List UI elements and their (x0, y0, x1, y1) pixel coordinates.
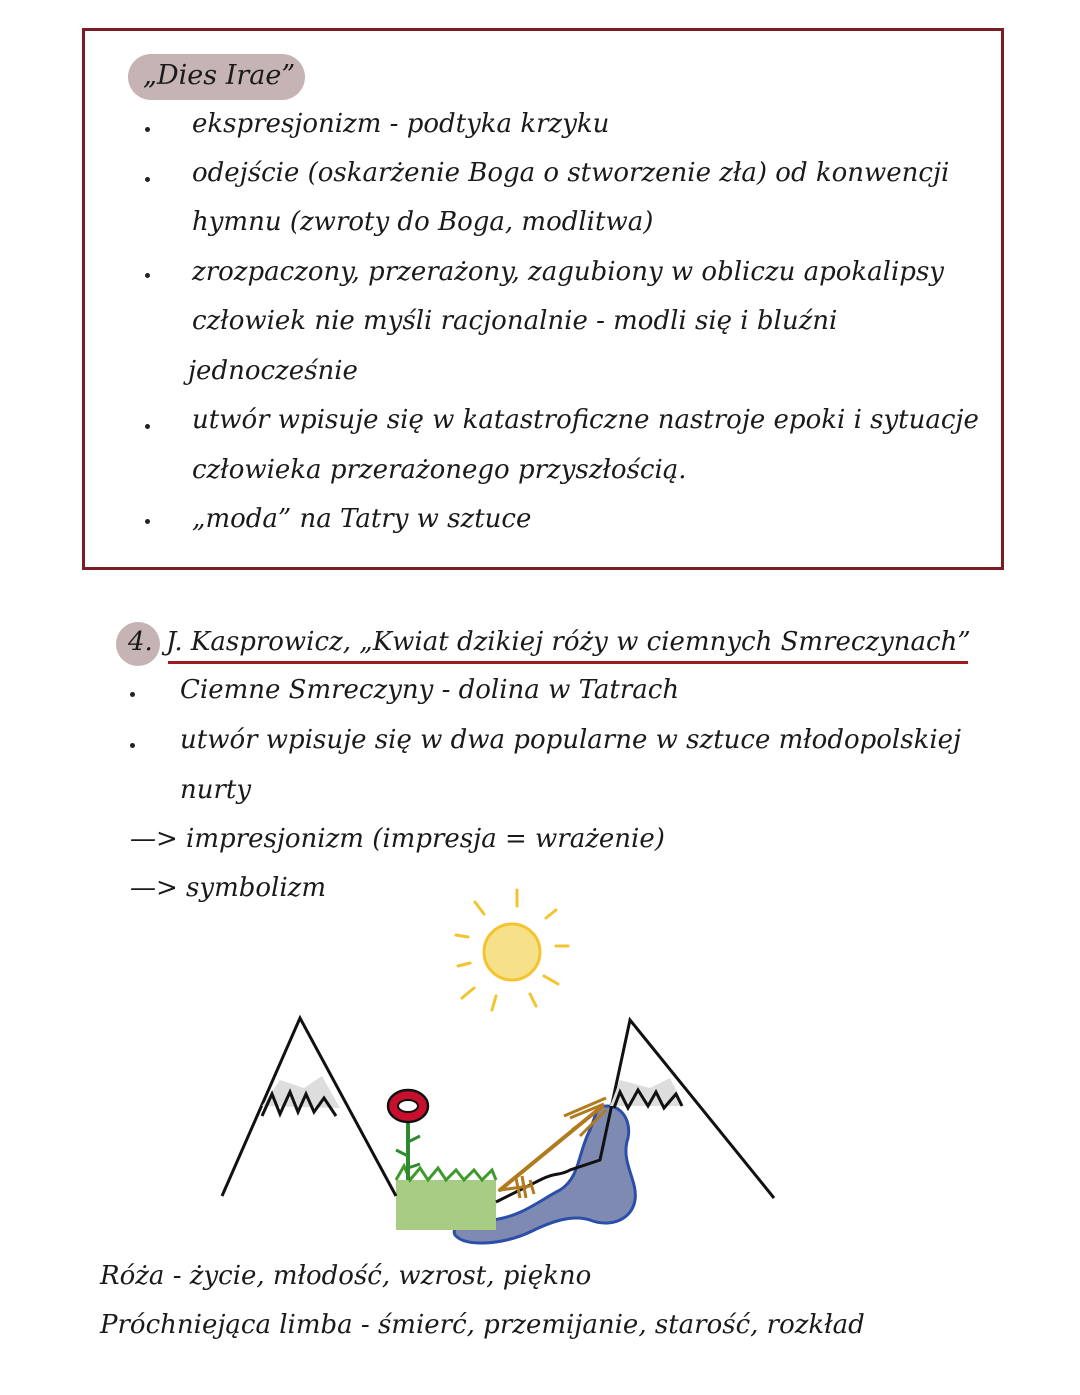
section-line: —> symbolizm (130, 873, 327, 903)
box-line: jednocześnie (188, 356, 358, 386)
box-line: hymnu (zwroty do Boga, modlitwa) (192, 207, 654, 237)
bullet (145, 177, 150, 182)
box-line: odejście (oskarżenie Boga o stworzenie zła) od konwencji (192, 158, 950, 188)
bullet (145, 273, 150, 278)
bullet (130, 743, 135, 748)
bullet (145, 519, 150, 524)
section-heading: J. Kasprowicz, „Kwiat dzikiej róży w ciemnych Smreczynach” (166, 627, 971, 657)
box-line: człowiek nie myśli racjonalnie - modli się i bluźni (192, 306, 838, 336)
box-line: utwór wpisuje się w katastroficzne nastroje epoki i sytuacje (192, 405, 979, 435)
bullet (130, 692, 135, 697)
sun-icon (456, 890, 568, 1010)
section-line: nurty (180, 775, 252, 805)
bullet (145, 127, 150, 132)
heading-underline (168, 661, 968, 664)
meaning-limba: Próchniejąca limba - śmierć, przemijanie, starość, rozkład (100, 1310, 865, 1340)
meaning-rose: Róża - życie, młodość, wzrost, piękno (100, 1261, 592, 1291)
grass-patch (396, 1180, 496, 1230)
section-line: Ciemne Smreczyny - dolina w Tatrach (180, 675, 680, 705)
illustration (200, 880, 800, 1260)
box-line: człowieka przerażonego przyszłością. (192, 455, 687, 485)
box-title: „Dies Irae” (143, 60, 296, 91)
rose-icon (388, 1090, 428, 1180)
section-number: 4. (128, 627, 153, 657)
box-line: zrozpaczony, przerażony, zagubiony w obliczu apokalipsy (192, 257, 944, 287)
mountains-icon (222, 1018, 774, 1202)
section-line: —> impresjonizm (impresja = wrażenie) (130, 824, 665, 854)
box-line: ekspresjonizm - podtyka krzyku (192, 109, 610, 139)
bullet (145, 424, 150, 429)
box-line: „moda” na Tatry w sztuce (192, 504, 532, 534)
section-line: utwór wpisuje się w dwa popularne w sztuce młodopolskiej (180, 725, 962, 755)
